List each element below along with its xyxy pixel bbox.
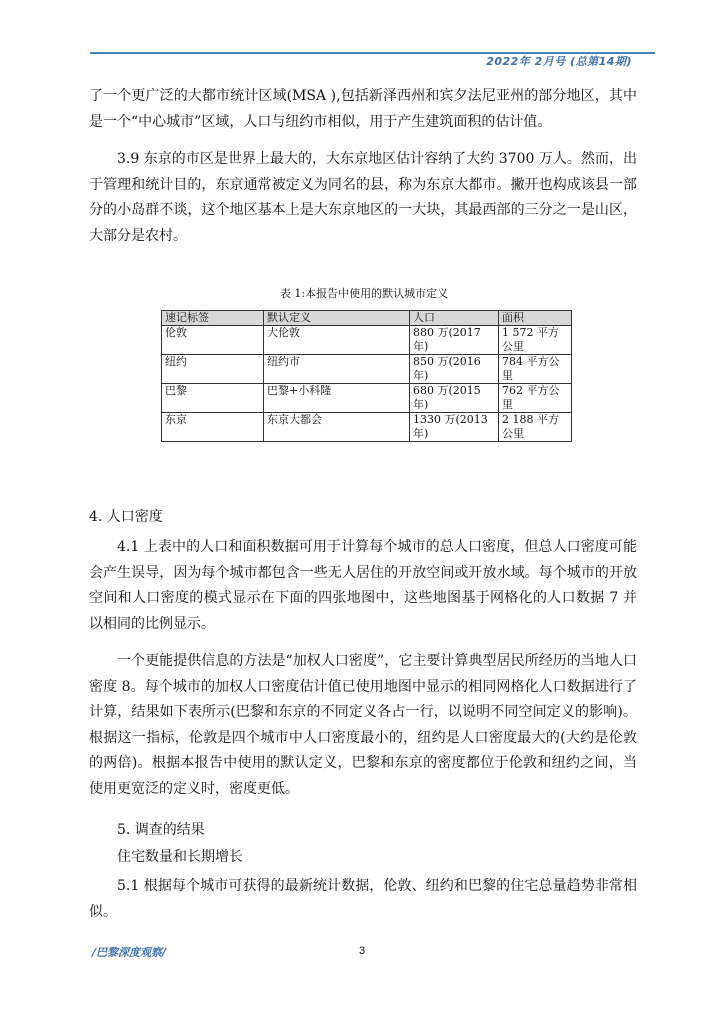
paragraph-msa: 了一个更广泛的大都市统计区域(MSA ),包括新泽西州和宾夕法尼亚州的部分地区，其中是一个“中心城市”区域，人口与纽约市相似，用于产生建筑面积的估计值。 [89, 88, 637, 130]
table-row [162, 355, 572, 384]
table-row [162, 413, 572, 442]
cell-label: 东京 [162, 413, 264, 442]
column-header-definition: 默认定义 [264, 311, 410, 326]
cell-area: 784 平方公里 [499, 355, 572, 384]
paragraph-weighted-density: 一个更能提供信息的方法是“加权人口密度”，它主要计算典型居民所经历的当地人口密度 8。每个城市的加权人口密度估计值已使用地图中显示的相同网格化人口数据进行了计算，结果如下表所示(巴黎和东京的不同定义各占一行，以说明不同空间定义的影响)。根据这一指标，伦敦是四个城市中人口密度最小的，纽约是人口密度最大的(大约是伦敦的两倍)。根据本报告中使用的默认定义，巴黎和东京的密度都位于伦敦和纽约之间，当使用更宽泛的定义时，密度更低。 [89, 653, 637, 797]
cell-definition: 东京大都会 [264, 413, 410, 442]
section-heading-results: 5. 调查的结果 [117, 822, 205, 838]
page-number: 3 [358, 945, 366, 957]
cell-area: 2 188 平方公里 [499, 413, 572, 442]
cell-label: 伦敦 [162, 326, 264, 355]
cell-definition: 纽约市 [264, 355, 410, 384]
issue-label: 2022年 2月号 (总第14期) [486, 55, 632, 68]
table-caption: 表 1:本报告中使用的默认城市定义 [279, 287, 449, 300]
cell-definition: 大伦敦 [264, 326, 410, 355]
cell-population: 1330 万(2013年) [410, 413, 499, 442]
cell-area: 762 平方公里 [499, 384, 572, 413]
cell-population: 680 万(2015年) [410, 384, 499, 413]
paragraph-density: 4.1 上表中的人口和面积数据可用于计算每个城市的总人口密度，但总人口密度可能会产生误导，因为每个城市都包含一些无人居住的开放空间或开放水域。每个城市的开放空间和人口密度的模式显示在下面的四张地图中，这些地图基于网格化的人口数据 7 并以相同的比例显示。 [89, 539, 637, 632]
cell-area: 1 572 平方公里 [499, 326, 572, 355]
section-heading-density: 4. 人口密度 [89, 509, 163, 525]
column-header-area: 面积 [499, 311, 572, 326]
table-row [162, 384, 572, 413]
paragraph-tokyo: 3.9 东京的市区是世界上最大的，大东京地区估计容纳了大约 3700 万人。然而，出于管理和统计目的，东京通常被定义为同名的县，称为东京大都市。撇开也构成该县一部分的小岛群不谈，这个地区基本上是大东京地区的一大块，其最西部的三分之一是山区，大部分是农村。 [89, 151, 637, 244]
paragraph-housing: 5.1 根据每个城市可获得的最新统计数据，伦敦、纽约和巴黎的住宅总量趋势非常相似。 [89, 878, 637, 920]
cell-population: 850 万(2016年) [410, 355, 499, 384]
column-header-label: 速记标签 [162, 311, 264, 326]
publication-name: /巴黎深度观察/ [92, 946, 167, 959]
cell-label: 巴黎 [162, 384, 264, 413]
subheading-housing: 住宅数量和长期增长 [117, 849, 243, 865]
cell-label: 纽约 [162, 355, 264, 384]
table-header-row [162, 311, 572, 326]
cell-definition: 巴黎+小科隆 [264, 384, 410, 413]
table-row [162, 326, 572, 355]
city-definition-table [161, 310, 572, 442]
cell-population: 880 万(2017年) [410, 326, 499, 355]
column-header-population: 人口 [410, 311, 499, 326]
